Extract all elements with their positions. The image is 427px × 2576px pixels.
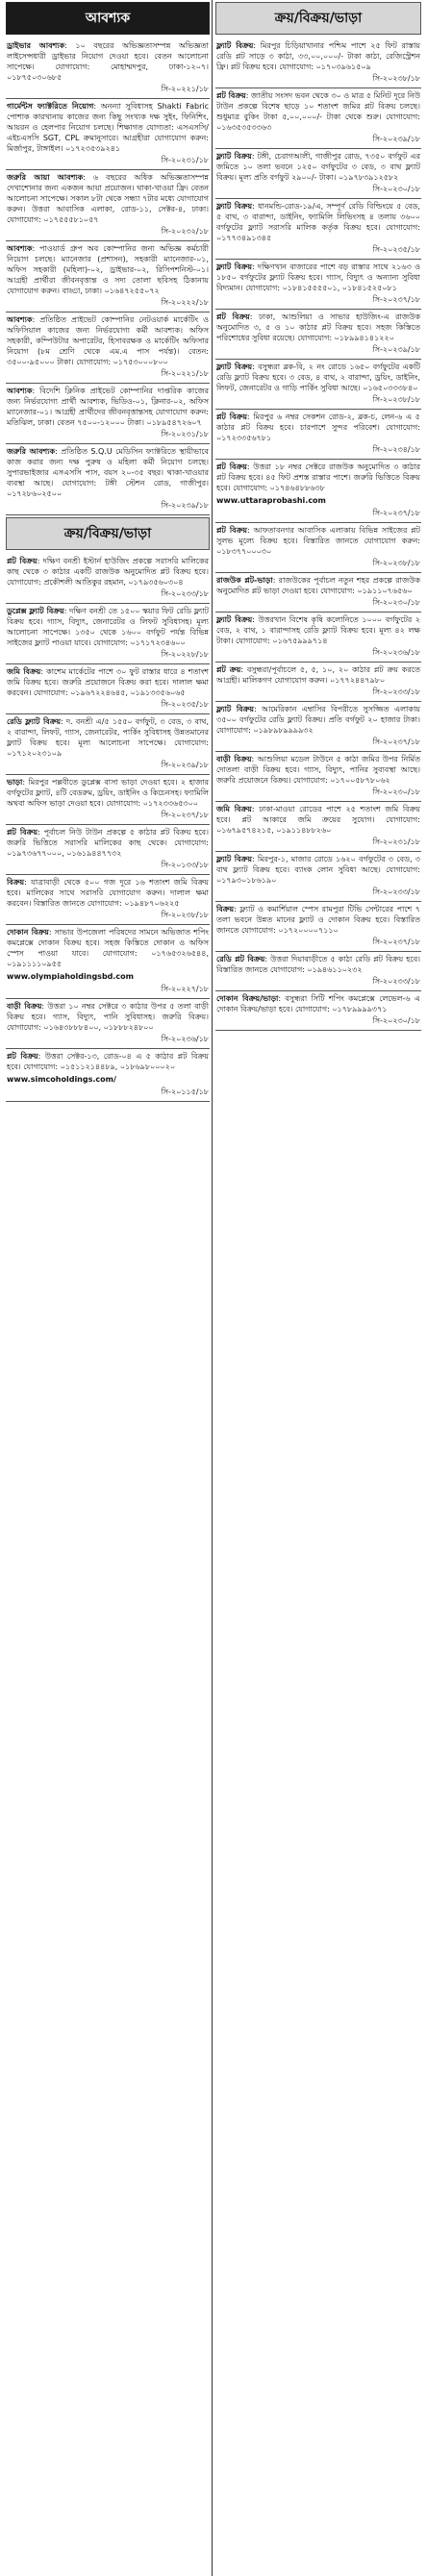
- classified-ad: [6, 554, 210, 604]
- ad-reference-code: সি-২০২৩৭/১৮: [161, 811, 209, 819]
- classified-ad: [215, 88, 421, 149]
- ad-reference-code: সি-২০২২১/১৮: [161, 369, 209, 378]
- ad-text: : পূর্বাচল নিউ টাউন প্রকল্পে ৫ কাঠার প্লট বিক্রয় হবে। জরুরি ভিত্তিতে সরাসরি মালিকের কাছ থেকে। যোগাযোগ: ০১৯৭৩৬৭৭০০০, ০১৬১৯৪৪৭৭৩২: [7, 828, 209, 858]
- ad-text: : জাতীয় সংসদ ভবন থেকে ৩০ ও মাত্র ৫ মিনিট দূরে নিউ টাউন প্রকল্পে বিশেষ ছাড়ে ১০ শতাংশ জমির প্লট বিক্রয় চলছে। শুধুমাত্র বুকিং টাকা ৫,০০,০০০/- টাকা থেকে শুরু। যোগাযোগ: ০১৬৩৫৩৫৩৩৬৩: [216, 91, 421, 132]
- classified-ad: [215, 310, 421, 360]
- ad-text: : দক্ষিণ বনশ্রী তে ১৫০০ স্কয়ার ফিট রেডি ফ্ল্যাট বিক্রয় হবে। গ্যাস, বিদ্যুৎ, জেনারেটর ও লিফট সুবিধাসহ। মূল্য আলোচনা সাপেক্ষে। ১৩৫০ থেকে ১৬০০ বর্গফুট পর্যন্ত বিভিন্ন সাইজের ফ্ল্যাট পাওয়া যাবে। যোগাযোগ: ০১৭১৭২৩৪৬০০: [7, 607, 209, 647]
- ad-keyword: বাড়ী বিক্রয়: [7, 1002, 42, 1011]
- ad-website-link[interactable]: www.uttaraprobashi.com: [216, 496, 326, 505]
- ad-text: : ঢাকা-মাওয়া রোডের পাশে ২৫ শতাংশ জমি বিক্রয় হবে। প্লট আকারে জমি ক্রয়ের সুযোগ। যোগাযোগ: ০১৬৭৯৫৭৪২১৫, ০১৯১১৪৮৮২৬০: [216, 805, 420, 835]
- ad-reference-code: সি-২০২২১/১৮: [161, 85, 209, 93]
- ad-text: : আশুলিয়া মডেল টাউনে ৫ কাঠা জমির উপর নির্মিত দোতলা বাড়ী বিক্রয় হবে। গ্যাস, বিদ্যুৎ, পানির সুব্যবস্থা আছে। জরুরি প্রয়োজনে বিক্রয়। যোগাযোগ: ০১৭০০৫৮৭৮০৬২: [216, 755, 420, 785]
- ad-keyword: আবশ্যক: [7, 387, 33, 395]
- classified-ad: [6, 714, 210, 775]
- buy-sell-ads-list-right: [215, 38, 421, 1031]
- ad-reference-code: সি-২০২৩৫/১৮: [372, 245, 420, 254]
- ad-text: : দক্ষিণ বনশ্রী ইস্টার্ন হাউজিং প্রকল্পে সরাসরি মালিকের কাছ থেকে ৩ কাঠার একটি রাজউক অনুমোদিত প্লট বিক্রয় হবে। যোগাযোগ: প্রকৌশলী আতিকুর রহমান, ০১৭৯৩৫৬০৩০৪: [7, 557, 210, 587]
- classified-ad: [215, 38, 421, 88]
- ad-reference-code: সি-২০২৩৭/১৮: [372, 509, 420, 517]
- ad-text: : প্রতিষ্ঠিত S.Q.U মেডিসিন ফ্যাক্টরিতে স্থায়ীভাবে কাজ করার জন্য দক্ষ পুরুষ ও মহিলা কর্মী নিয়োগ চলছে। সুপারভাইজার এসএসসি পাস, বয়স ২০-৩৫ বছর। থাকা-খাওয়ার ব্যবস্থা আছে। যোগাযোগ: টঙ্গী স্টেশন রোড, গাজীপুর। ০১৭২৮৬০২৫০০: [7, 447, 209, 498]
- ad-keyword: বাড়ী বিক্রয়: [216, 755, 252, 763]
- ad-keyword: প্লট বিক্রয়: [7, 828, 38, 837]
- section-heading-wanted: আবশ্যক: [6, 2, 210, 35]
- ad-reference-code: সি-২০২৩৯/১৮: [161, 761, 209, 769]
- classified-ad: [215, 702, 421, 752]
- ad-text: : দক্ষিণখান বাজারের পাশে বড় রাস্তার সাথে ২১৬৩ ও ১৮৫০ বর্গফুটের ফ্ল্যাট বিক্রয় হবে। গ্যাস, বিদ্যুৎ ও অন্যান্য সুবিধা বিদ্যমান। যোগাযোগ: ০১৮৪১৫৫৫৫০১, ০১৮৪১৫২৫০৮১: [216, 263, 420, 292]
- classified-ad: [6, 384, 210, 444]
- ad-reference-code: সি-২০২৩৭/১৮: [372, 738, 420, 746]
- ad-reference-code: সি-২০২২৮/১৮: [161, 650, 209, 659]
- ad-keyword: জরুরি আয়া আবশ্যক: [7, 173, 84, 182]
- ad-text: : বসুন্ধরা সিটি শপিং কমপ্লেক্সে লেভেল-৬ এ দোকান বিক্রয়/ভাড়া হবে। যোগাযোগ: ০১৭৮৯৯৯৯৩৭১: [216, 994, 420, 1013]
- ad-keyword: প্লট বিক্রয়: [7, 1052, 38, 1061]
- ad-keyword: প্লট বিক্রয়: [216, 413, 247, 421]
- ad-reference-code: সি-২০২৩৭/১৮: [372, 295, 420, 304]
- ad-keyword: বিক্রয়: [7, 878, 25, 887]
- ad-keyword: ফ্ল্যাট বিক্রয়: [216, 41, 254, 50]
- ad-keyword: প্লট বিক্রয়: [7, 557, 38, 565]
- ad-reference-code: সি-২০২৩৮/১৮: [372, 74, 420, 83]
- ad-text: : সাভার উপজেলা পরিষদের সামনে অভিজাত শপিং কমপ্লেক্সে দোকান বিক্রয় হবে। সহজ কিস্তিতে দোকান ও অফিস স্পেস পাওয়া যাবে। যোগাযোগ: ০১৭৬৫৩২৬৫৪৪, ০১৯১১১১০৯৫৫: [7, 928, 210, 968]
- ad-text: : আমেরিকান এম্বাসির বিপরীতে সুসজ্জিত এলাকায় ৩৫০০ বর্গফুটের রেডি ফ্ল্যাট বিক্রয়। প্রতি বর্গফুট ২০ হাজার টাকা। যোগাযোগ: ০১৯৮৯৮৯৯৯৯৩২: [216, 705, 420, 735]
- ad-keyword: প্লট বিক্রয়: [216, 526, 247, 535]
- classified-ad: [215, 573, 421, 613]
- classified-ad: [6, 38, 210, 99]
- ad-keyword: ফ্ল্যাট বিক্রয়: [216, 615, 253, 624]
- ad-keyword: জরুরি আবশ্যক: [7, 447, 56, 456]
- classified-ad: [6, 775, 210, 825]
- ad-text: : পাওয়ার্ড গ্রুপ অব কোম্পানির জন্য অভিজ্ঞ কর্মচারী নিয়োগ চলছে। ম্যানেজার (প্রশাসন), সহকারী ম্যানেজার-০১, অফিস সহকারী (মহিলা)-০২, ড্রাইভার-০২, রিসিপশনিস্ট-০১। আগ্রহী প্রার্থীরা জীবনবৃত্তান্ত ও সদ্য তোলা ছবিসহ ঠিকানায় যোগাযোগ করুন। বাড্ডা, ঢাকা। ০১৬৪৭২৫৫০৭২: [7, 244, 209, 295]
- classified-ad: [215, 523, 421, 573]
- ad-reference-code: সি-২০২৩৮/১৮: [161, 911, 209, 919]
- ad-reference-code: সি-২০২৩৭/১৮: [372, 938, 420, 946]
- ad-keyword: ডুপ্লেক্স ফ্ল্যাট বিক্রয়: [7, 607, 64, 615]
- ad-reference-code: সি-২০২৩৬/১৮: [372, 648, 420, 657]
- ad-text: : ধানমন্ডি-রোড-১৯/এ, সম্পূর্ণ রেডি বিল্ডিংয়ে ৫ বেড, ৫ বাথ, ৩ বারান্দা, ডাইনিং, ফ্যামিলি লিভিংসহ ৪ তলায় ৩৬০০ বর্গফুটের ফ্ল্যাট সরাসরি মালিক কর্তৃক বিক্রয় হবে। যোগাযোগ: ০১৭৭৩৪৯১৩৪৫: [216, 202, 420, 242]
- ad-keyword: রাজউক প্লট-ভাড়া: [216, 576, 273, 585]
- classified-ad: [215, 149, 421, 199]
- ad-website-link[interactable]: www.olympiaholdingsbd.com: [7, 972, 135, 981]
- classified-ad: [6, 1049, 210, 1102]
- ad-keyword: ড্রাইভার আবশ্যক: [7, 41, 65, 50]
- classified-ad: [215, 260, 421, 310]
- ad-keyword: ফ্ল্যাট বিক্রয়: [216, 263, 252, 271]
- ad-reference-code: সি-২০২৩৩/১৮: [372, 888, 420, 896]
- ad-keyword: ফ্ল্যাট বিক্রয়: [216, 152, 252, 161]
- ad-keyword: দোকান বিক্রয়: [7, 928, 49, 937]
- ad-reference-code: সি-২০১৩৩/১৮: [161, 861, 209, 869]
- ad-reference-code: সি-২০২৩১/১৮: [372, 838, 420, 846]
- ad-reference-code: সি-২০২৩০/১৮: [372, 788, 420, 796]
- ad-text: : প্রতিষ্ঠিত প্রাইভেট কোম্পানির নেটওয়ার্ক মার্কেটিং ও অফিসিয়াল কাজের জন্য নির্ভরযোগ্য কর্মী আবশ্যক। অফিস সহকারী, কম্পিউটার অপারেটর, হিসাবরক্ষক ও মার্কেটিং অফিসার নিয়োগ (৮ম শ্রেণি থেকে এম.এ পাস পর্যন্ত)। বেতন: ৩৫০০-৯৫০০০ টাকা। যোগাযোগ: ০১৭৫৩০০০৮০০: [7, 315, 209, 366]
- ad-keyword: প্লট বিক্রয়: [216, 313, 250, 321]
- column-divider: [212, 0, 213, 2576]
- ad-text: : উত্তরখান বিশেষ কৃষি কলোনিতে ১০০০ বর্গফুটের ২ বেড, ২ বাথ, ১ বারান্দাসহ রেডি ফ্ল্যাট বিক্রয় হবে। মূল্য ৪২ লক্ষ টাকা। যোগাযোগ: ০১৬৭৫৯৯৯৭১৪: [216, 615, 420, 645]
- ad-keyword: ফ্ল্যাট বিক্রয়: [216, 705, 254, 713]
- classified-ad: [215, 460, 421, 523]
- classified-ad: [6, 99, 210, 170]
- ad-reference-code: সি-২০২৩০/১৮: [372, 185, 420, 193]
- section-heading-buy-sell-rent: ক্রয়/বিক্রয়/ভাড়া: [6, 517, 210, 550]
- classified-ad: [215, 663, 421, 702]
- classified-ad: [215, 410, 421, 460]
- ad-text: : ঢাকা, আশুলিয়া ও সাভার হাউজিং-এ রাজউক অনুমোদিত ৩, ৫ ও ১০ কাঠার প্লট বিক্রয় হবে। সহজ কিস্তিতে পরিশোধের সুবিধা রয়েছে। যোগাযোগ: ০১৮৯৯৪১৪১২২০: [216, 313, 420, 342]
- ad-reference-code: সি-২০২৩০/১৮: [372, 598, 420, 607]
- classified-ad: [215, 852, 421, 902]
- ad-reference-code: সি-২০২৩৯/১৮: [161, 501, 209, 510]
- ad-keyword: গার্মেন্টস ফ্যাক্টরিতে নিয়োগ: [7, 102, 94, 111]
- ad-text: : উত্তরা দিয়াবাড়ীতে ৫ কাঠা রেডি প্লট বিক্রয় হবে। বিস্তারিত জানতে যোগাযোগ: ০১৯৪৬১১০২৩২: [216, 955, 421, 974]
- ad-text: : কাশেম মার্কেটের পাশে ৩০ ফুট রাস্তার ধারে ৪ শতাংশ জমি বিক্রয় হবে। জরুরি প্রয়োজনে বিক্রয় করা হবে। দালাল ক্ষমা করবেন। যোগাযোগ: ০১৯৬৭২২৪৬৪৫, ০১৯১৩৩৫৬০৬৫: [7, 667, 209, 697]
- ad-keyword: ফ্ল্যাট বিক্রয়: [216, 363, 253, 371]
- ad-text: : উত্তরা সেক্টর-১৩, রোড-০৪ এ ৫ কাঠার প্লট বিক্রয় হবে। যোগাযোগ: ০১৫১১২১৪৪৮৯, ০১৮৬৯৮০০০২০: [7, 1052, 209, 1071]
- ad-text: : বসুন্ধরা ব্লক-বি, ২ নং রোডে ১৬৫০ বর্গফুটের একটি রেডি ফ্ল্যাট বিক্রয় হবে। ৩ বেড, ৪ বাথ, ২ বারান্দা, ড্রয়িং, ডাইনিং, লিফট, জেনারেটর ও গাড়ি পার্কিং সুবিধা আছে। ০১৬৫০৩৩৩৮৪০: [216, 363, 420, 392]
- ad-reference-code: সি-২০২৩৩/১৮: [372, 977, 420, 986]
- ad-keyword: দোকান বিক্রয়/ভাড়া: [216, 994, 279, 1003]
- ad-reference-code: সি-২০২৩৪/১৮: [372, 445, 420, 454]
- ad-text: : টঙ্গী, চেরাগআলী, গাজীপুর রোড, ৭৩৫০ বর্গফুট এর জমিতে ১০ তলা ভবনে ১২৫০ বর্গফুটের ৩ বেড, ৩ বাথ ফ্ল্যাট বিক্রয়। মূল্য প্রতি বর্গফুট ২৯০০/- টাকা। ০১৯৭৮৩৯১২৫৮২: [216, 152, 420, 182]
- buy-sell-ads-list-left: [6, 554, 210, 1102]
- ad-reference-code: সি-২০২২২/১৮: [161, 298, 209, 307]
- ad-reference-code: সি-২০২৩১/১৮: [161, 430, 209, 438]
- ad-text: : রাজউকের পূর্বাচল নতুন শহর প্রকল্পে রাজউক অনুমোদিত প্লট ভাড়া দেওয়া হবে। যোগাযোগ: ০১৯১১০৭৬৫৬০: [216, 576, 420, 595]
- classified-ad: [215, 902, 421, 952]
- ad-keyword: আবশ্যক: [7, 244, 33, 253]
- ad-keyword: ভাড়া: [7, 778, 23, 787]
- ad-text: : মিরপুর পল্লবীতে ডুপ্লেক্স বাসা ভাড়া দেওয়া হবে। ২ হাজার বর্গফুটের ফ্ল্যাট, ৪টি বেডরুম, ড্রয়িং, ডাইনিং ও কিচেনসহ। ফ্যামিলি অথবা অফিস ভাড়া দেওয়া হবে। যোগাযোগ: ০১৭২৩৩৬৫৩০০: [7, 778, 209, 808]
- classified-ad: [6, 313, 210, 384]
- ad-keyword: ফ্ল্যাট বিক্রয়: [216, 202, 253, 211]
- ad-text: : আফতাবনগর আবাসিক এলাকায় বিভিন্ন সাইজের প্লট সুলভ মূল্যে বিক্রয় হবে। বিস্তারিত জানতে যোগাযোগ করুন: ০১৮৩৭৭০০০৩০: [216, 526, 420, 556]
- ad-text: : যাত্রাবাড়ী থেকে ৫০০ গজ দূরে ১৬ শতাংশ জমি বিক্রয় হবে। মালিকের সাথে সরাসরি যোগাযোগ করুন। দালাল ক্ষমা করবেন। বিস্তারিত জানতে যোগাযোগ: ০১৯৪৮৭০৬২২৫: [7, 878, 209, 908]
- ad-keyword: রেডি প্লট বিক্রয়: [216, 955, 265, 963]
- ad-keyword: প্লট ক্রয়: [216, 665, 241, 674]
- ad-keyword: রেডি ফ্ল্যাট বিক্রয়: [7, 717, 62, 726]
- ad-text: : উত্তরা ১০ নম্বর সেক্টরে ৩ কাঠার উপর ৫ তলা বাড়ী বিক্রয় হবে। গ্যাস, বিদ্যুৎ, পানি সুবিধাসহ। জরুরি বিক্রয়। যোগাযোগ: ০১৬৪৩৮৮৮৪০০, ০১৮৮৮২৪৮০০: [7, 1002, 210, 1032]
- ad-text: : মিরপুর চিড়িয়াখানার পশ্চিম পাশে ২৫ ফিট রাস্তায় রেডি প্লট সাড়ে ৩ কাঠা, ৩৩,০০,০০০/- টাকা কাঠা, রেজিস্ট্রেশন ফ্রি। প্লট বিক্রয় হবে। যোগাযোগ: ০১৭০৩৯৬১৫০৯: [216, 41, 420, 71]
- ad-keyword: জমি বিক্রয়: [216, 805, 252, 813]
- classified-ad: [6, 875, 210, 925]
- classified-ad: [6, 664, 210, 714]
- classified-ad: [215, 752, 421, 802]
- ad-text: : মিরপুর ৬ নম্বর সেকশন রোড-২, ব্লক-চ, লেন-৬ এ ৫ কাঠার প্লট বিক্রয় হবে। চারপাশে সুন্দর পরিবেশ। যোগাযোগ: ০১৭২৩৩৫৬৭৮১: [216, 413, 420, 442]
- ad-text: : ৬ বছরের অধিক অভিজ্ঞতাসম্পন্ন দেখাশোনার জন্য একজন আয়া প্রয়োজন। থাকা-খাওয়া ফ্রি। বেতন আলোচনা সাপেক্ষে। সকাল ৮টা থেকে সন্ধ্যা ৭টার মধ্যে যোগাযোগ করুন। উত্তরা আবাসিক এলাকা, রোড-১১, সেক্টর-৪, ঢাকা। যোগাযোগ: ০১৭৫৫৫৮১০৫৭: [7, 173, 209, 224]
- ad-website-link[interactable]: www.simcoholdings.com/: [7, 1075, 116, 1084]
- ad-reference-code: সি-২০২৩২/১৮: [161, 227, 209, 236]
- classified-ad: [6, 444, 210, 515]
- classified-ad: [215, 613, 421, 663]
- ad-text: : মিরপুর-১, মাজার রোডে ১৬২০ বর্গফুটের ৩ বেড, ৩ বাথ ফ্ল্যাট বিক্রয় হবে। ব্যাংক লোন সুবিধা আছে। যোগাযোগ: ০১৭৯৩০১৮৬১৯০: [216, 855, 420, 885]
- classified-ad: [215, 199, 421, 260]
- ad-text: : দ. বনশ্রী এ/৫ ১৫৫০ বর্গফুট, ৩ বেড, ৩ বাথ, ২ বারান্দা, লিফট, গ্যাস, জেনারেটর, পার্কিং সুবিধাসহ উন্নতমানের ফ্ল্যাট বিক্রয় হবে। মূল্য আলোচনা সাপেক্ষে। যোগাযোগ: ০১৭১২০২৩১০৯: [7, 717, 209, 758]
- right-column: [215, 0, 421, 2576]
- ad-text: : অনন্যা সুবিধাসহ Shakti Fabric পোশাক কারখানায় কাজের জন্য কিছু সংখ্যক দক্ষ সুইং, ফিনিশিং, আয়রন ও হেলপার নিয়োগ চলছে। শিক্ষাগত যোগ্যতা: এসএসসি/এইচএসসি SGT, CPL ক্রমানুসারে। আগ্রহীরা যোগাযোগ করুন: মির্জাপুর, টাঙ্গাইল। ০১৭২৩৫৩৯২৪১: [7, 102, 209, 153]
- classified-ad: [215, 952, 421, 991]
- classified-ad: [6, 241, 210, 313]
- classified-ad: [215, 360, 421, 410]
- classified-ad: [6, 604, 210, 664]
- ad-reference-code: সি-২০২৩৩/১৮: [161, 589, 209, 598]
- ad-keyword: প্লট বিক্রয়: [216, 463, 247, 471]
- section-heading-buy-sell-rent-right: ক্রয়/বিক্রয়/ভাড়া: [215, 2, 421, 35]
- classified-ad: [6, 170, 210, 241]
- ad-reference-code: সি-২০২৩০/১৮: [372, 1016, 420, 1025]
- ad-text: : বসুন্ধরা/পূর্বাচলে ৫, ৫, ১০, ২০ কাঠার প্লট ক্রয় করতে আগ্রহী। মালিকগণ যোগাযোগ করুন। ০১৭৭২৪৪৭৯৮০: [216, 665, 420, 685]
- ad-reference-code: সি-২০২৩৬/১৮: [161, 1035, 209, 1043]
- ad-text: : ফ্ল্যাট ও কমার্শিয়াল স্পেস রামপুরা টিভি সেন্টারের পাশে ৭ তলা ভবনে উন্নত মানের ফ্ল্যাট ও দোকান বিক্রয় হবে। বিস্তারিত জানতে যোগাযোগ: ০১৭২০০০০৭১১০: [216, 905, 420, 935]
- left-column: [6, 0, 210, 2576]
- ad-reference-code: সি-২০২৩৯/১৮: [372, 135, 420, 143]
- classified-ad: [215, 802, 421, 852]
- classified-ad: [6, 925, 210, 999]
- ad-keyword: জমি বিক্রয়: [7, 667, 41, 676]
- classified-ad: [215, 991, 421, 1031]
- ad-keyword: বিক্রয়: [216, 905, 235, 913]
- classified-ad: [6, 825, 210, 875]
- ad-reference-code: সি-২০১১৫/১৮: [161, 1088, 209, 1096]
- ad-reference-code: সি-২০২৩৮/১৮: [372, 395, 420, 404]
- classified-ad: [6, 999, 210, 1049]
- ad-text: : বিদেশি ক্লিনিক প্রাইভেট কোম্পানির দাপ্তরিক কাজের জন্য নির্ভরযোগ্য প্রার্থী আবশ্যক, ভিডিও-০১, ক্লিনার-০২, অফিস ম্যানেজার-০১। আগ্রহী প্রার্থীদের জীবনবৃত্তান্তসহ যোগাযোগ করুন: মতিঝিল, ঢাকা। বেতন ৭৫০০-১২০০০ টাকা। ০১৮৯৫৪৭২৬০৭: [7, 387, 209, 427]
- ad-keyword: আবশ্যক: [7, 315, 33, 324]
- ad-text: : উত্তরা ১৮ নম্বর সেক্টরে রাজউক অনুমোদিত ৩ কাঠার প্লট বিক্রয় হবে। ৪৫ ফিট প্রশস্ত রাস্তার পাশে। জরুরি ভিত্তিতে বিক্রয় হবে। যোগাযোগ: ০১৭৪৬৪৮৮৬৩৮: [216, 463, 421, 492]
- ad-keyword: প্লট বিক্রয়: [216, 91, 246, 100]
- ad-reference-code: সি-২০২২৭/১৮: [161, 985, 209, 993]
- ad-reference-code: সি-২০২৩৮/১৮: [372, 559, 420, 567]
- ad-keyword: ফ্ল্যাট বিক্রয়: [216, 855, 252, 863]
- ad-reference-code: সি-২০২৩৫/১৮: [161, 700, 209, 709]
- ad-reference-code: সি-২০২৩১/১৮: [161, 156, 209, 164]
- ad-reference-code: সি-২০২৩৩/১৮: [372, 688, 420, 696]
- ad-text: : ১০ বছরের অভিজ্ঞতাসম্পন্ন অভিজ্ঞতা লাইসেন্সধারী ড্রাইভার নিয়োগ দেওয়া হবে। বেতন আলোচনা সাপেক্ষে। যোগাযোগ: মোহাম্মদপুর, ঢাকা-১২০৭। ০১৮৭৫০৩০৬৮৫: [7, 41, 210, 82]
- ad-reference-code: সি-২০২৩৯/১৮: [372, 345, 420, 354]
- wanted-ads-list: [6, 38, 210, 515]
